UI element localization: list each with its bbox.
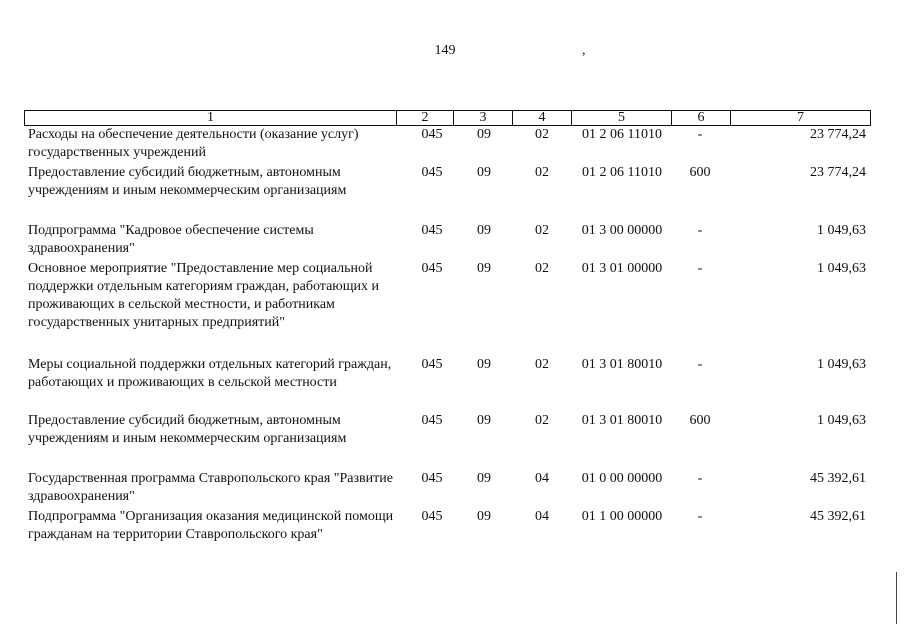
column-header-3: 3: [454, 111, 513, 126]
row-subsection: 02: [535, 357, 549, 372]
row-code: 045: [421, 165, 443, 180]
row-article: 01 2 06 11010: [582, 127, 662, 142]
row-sum: 1 049,63: [817, 223, 866, 238]
row-type: -: [697, 471, 703, 486]
row-sum: 45 392,61: [810, 471, 866, 486]
row-name: Подпрограмма "Кадровое обеспечение системы здравоохранения": [28, 223, 314, 256]
row-name: Подпрограмма "Организация оказания медицинской помощи гражданам на территории Ставропольского края": [28, 509, 394, 542]
row-subsection: 02: [535, 165, 549, 180]
row-subsection: 04: [535, 509, 549, 524]
row-sum: 1 049,63: [817, 413, 866, 428]
row-article: 01 3 01 80010: [581, 413, 663, 428]
row-article: 01 3 01 80010: [581, 357, 663, 372]
stray-mark: ,: [582, 43, 586, 58]
row-section: 09: [477, 471, 491, 486]
row-name: Государственная программа Ставропольского края "Развитие здравоохранения": [28, 471, 393, 504]
row-name: Предоставление субсидий бюджетным, автономным учреждениям и иным некоммерческим организациям: [28, 413, 347, 446]
row-type: -: [697, 261, 703, 276]
row-code: 045: [421, 261, 443, 276]
page-number-text: 149: [434, 43, 456, 58]
row-sum: 1 049,63: [817, 261, 866, 276]
row-subsection: 02: [535, 413, 549, 428]
row-code: 045: [421, 223, 443, 238]
row-subsection: 02: [535, 127, 549, 142]
row-section: 09: [477, 413, 491, 428]
column-header-1: 1: [25, 111, 397, 126]
row-name: Предоставление субсидий бюджетным, автономным учреждениям и иным некоммерческим организациям: [28, 165, 347, 198]
row-sum: 23 774,24: [810, 127, 866, 142]
row-code: 045: [421, 357, 443, 372]
row-name: Основное мероприятие "Предоставление мер социальной поддержки отдельным категориям граждан, работающих и проживающих в сельской местности, и работникам государственных унитарных предприятий": [28, 261, 380, 330]
row-section: 09: [477, 357, 491, 372]
row-section: 09: [477, 165, 491, 180]
row-section: 09: [477, 509, 491, 524]
row-code: 045: [421, 413, 443, 428]
column-header-table: [24, 110, 871, 126]
column-header-row: [25, 111, 871, 126]
row-code: 045: [421, 509, 443, 524]
row-type: 600: [689, 165, 711, 180]
row-sum: 1 049,63: [817, 357, 866, 372]
column-header-6: 6: [672, 111, 731, 126]
row-subsection: 02: [535, 223, 549, 238]
row-sum: 45 392,61: [810, 509, 866, 524]
row-article: 01 1 00 00000: [581, 509, 663, 524]
row-subsection: 02: [535, 261, 549, 276]
row-article: 01 3 00 00000: [581, 223, 663, 238]
row-code: 045: [421, 471, 443, 486]
row-code: 045: [421, 127, 443, 142]
row-subsection: 04: [535, 471, 549, 486]
row-sum: 23 774,24: [810, 165, 866, 180]
row-section: 09: [477, 127, 491, 142]
row-type: 600: [689, 413, 711, 428]
row-name: Расходы на обеспечение деятельности (оказание услуг) государственных учреждений: [28, 127, 359, 160]
row-article: 01 2 06 11010: [582, 165, 662, 180]
column-header-5: 5: [572, 111, 672, 126]
row-section: 09: [477, 261, 491, 276]
column-header-2: 2: [397, 111, 454, 126]
scan-edge-line: [896, 572, 897, 624]
row-type: -: [697, 223, 703, 238]
row-type: -: [697, 357, 703, 372]
row-type: -: [697, 509, 703, 524]
row-type: -: [697, 127, 703, 142]
row-name: Меры социальной поддержки отдельных категорий граждан, работающих и проживающих в сельской местности: [28, 357, 392, 390]
row-article: 01 0 00 00000: [581, 471, 663, 486]
row-section: 09: [477, 223, 491, 238]
column-header-7: 7: [731, 111, 871, 126]
column-header-4: 4: [513, 111, 572, 126]
row-article: 01 3 01 00000: [581, 261, 663, 276]
